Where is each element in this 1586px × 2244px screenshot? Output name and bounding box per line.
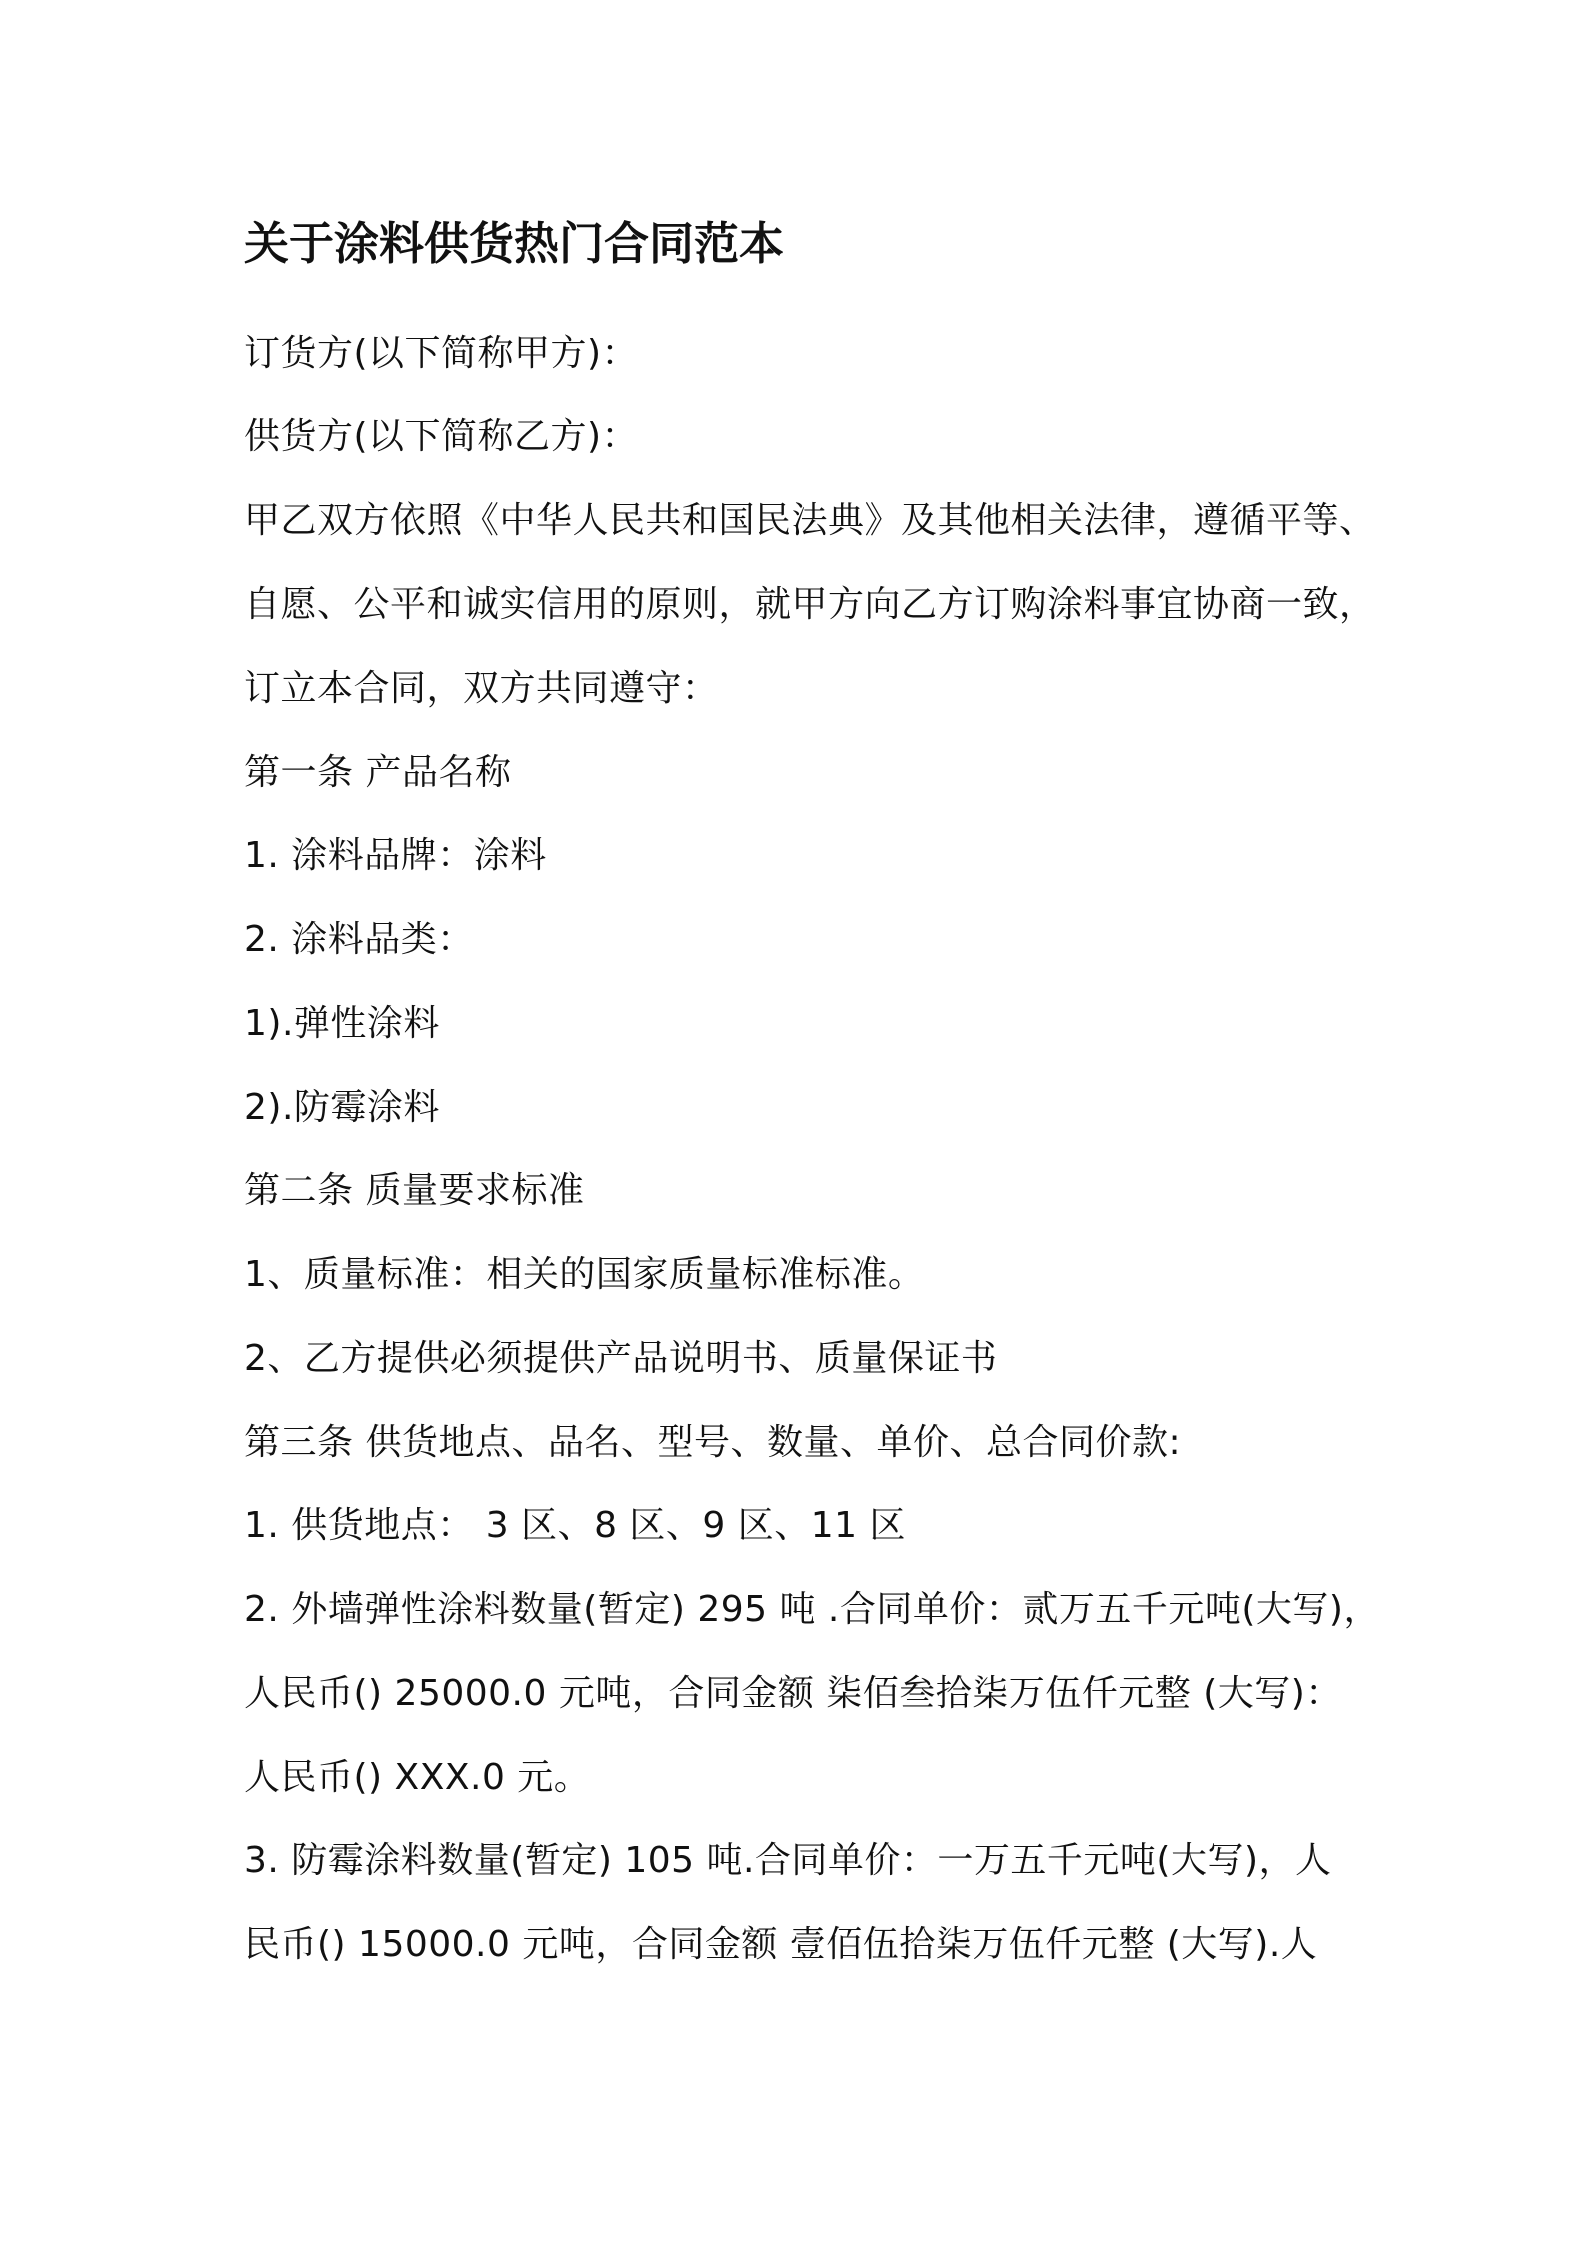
text-line-quality-standard: 1、质量标准：相关的国家质量标准标准。 <box>244 1254 925 1295</box>
text-line-supplier: 供货方(以下简称乙方)： <box>244 416 639 457</box>
text-line-preamble-2: 自愿、公平和诚实信用的原则，就甲方向乙方订购涂料事宜协商一致， <box>244 584 1376 625</box>
text-line-buyer: 订货方(以下简称甲方)： <box>244 333 639 374</box>
text-line-elastic-total: 人民币() XXX.0 元。 <box>244 1757 591 1798</box>
text-line-preamble-3: 订立本合同，双方共同遵守： <box>244 668 719 709</box>
section-heading-1: 第一条 产品名称 <box>244 752 512 793</box>
text-line-category: 2. 涂料品类： <box>244 919 474 960</box>
text-line-mildew-coating: 2).防霉涂料 <box>244 1087 440 1128</box>
section-heading-2: 第二条 质量要求标准 <box>244 1170 585 1211</box>
text-line-elastic-quantity: 2. 外墙弹性涂料数量(暂定) 295 吨 .合同单价：贰万五千元吨(大写)， <box>244 1589 1380 1630</box>
text-line-elastic-coating: 1).弹性涂料 <box>244 1003 440 1044</box>
text-line-mildew-amount: 民币() 15000.0 元吨，合同金额 壹佰伍拾柒万伍仟元整 (大写).人 <box>244 1924 1318 1965</box>
text-line-quality-docs: 2、乙方提供必须提供产品说明书、质量保证书 <box>244 1338 998 1379</box>
section-heading-3: 第三条 供货地点、品名、型号、数量、单价、总合同价款: <box>244 1422 1182 1463</box>
text-line-preamble-1: 甲乙双方依照《中华人民共和国民法典》及其他相关法律，遵循平等、 <box>244 500 1376 541</box>
text-line-brand: 1. 涂料品牌：涂料 <box>244 835 547 876</box>
document-title: 关于涂料供货热门合同范本 <box>244 217 785 270</box>
text-line-delivery-location: 1. 供货地点： 3 区、8 区、9 区、11 区 <box>244 1505 907 1546</box>
text-line-mildew-quantity: 3. 防霉涂料数量(暂定) 105 吨.合同单价：一万五千元吨(大写)，人 <box>244 1840 1332 1881</box>
text-line-elastic-amount: 人民币() 25000.0 元吨，合同金额 柒佰叁拾柒万伍仟元整 (大写)： <box>244 1673 1342 1714</box>
